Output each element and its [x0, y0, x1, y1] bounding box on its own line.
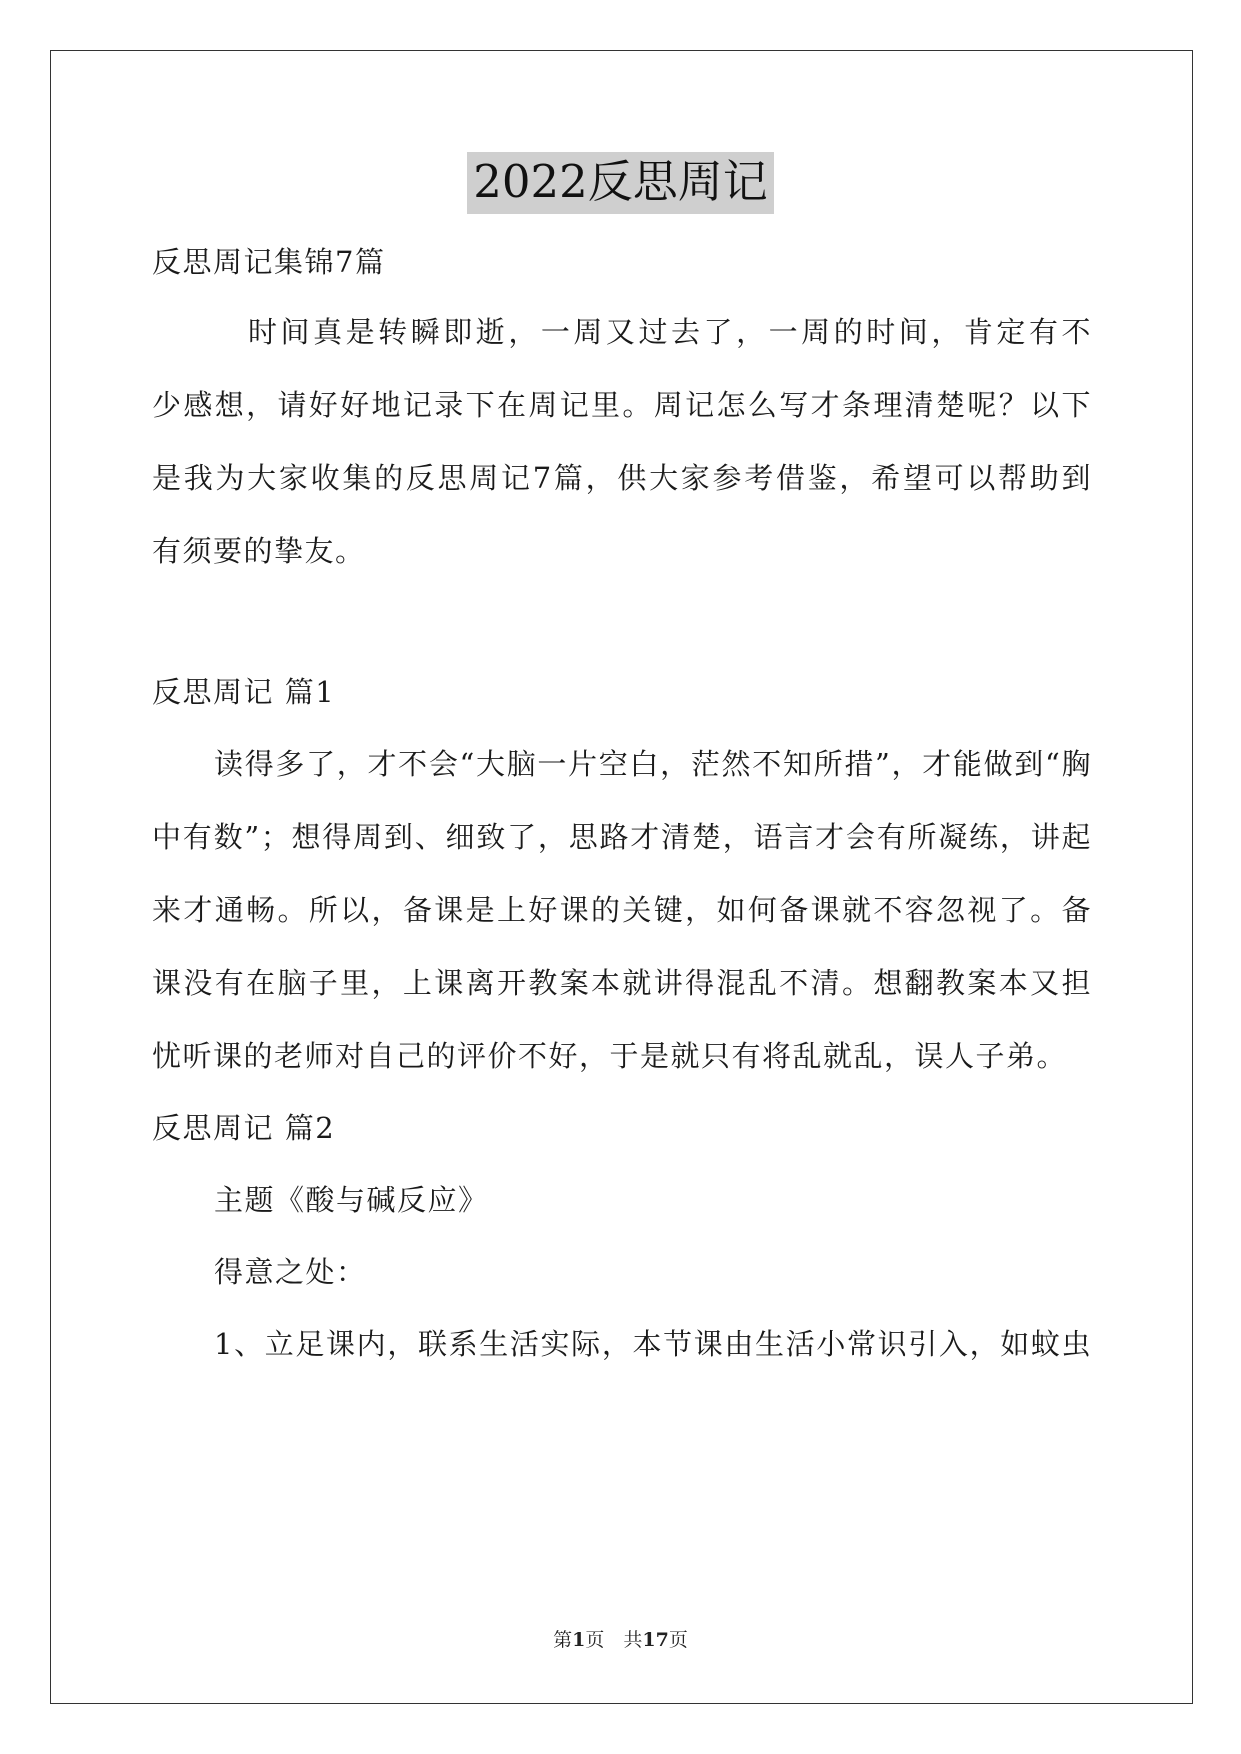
section1-line-5: 忧听课的老师对自己的评价不好，于是就只有将乱就乱，误人子弟。 — [152, 1039, 1068, 1073]
section1-heading: 反思周记 篇1 — [152, 675, 336, 709]
intro-line-4: 有须要的挚友。 — [152, 534, 366, 568]
intro-line-1: 时间真是转瞬即逝，一周又过去了，一周的时间，肯定有不 — [248, 315, 1092, 349]
intro-line-2: 少感想，请好好地记录下在周记里。周记怎么写才条理清楚呢？以下 — [152, 388, 1092, 422]
section1-line-3: 来才通畅。所以，备课是上好课的关键，如何备课就不容忽视了。备 — [152, 893, 1092, 927]
footer-page-number: 1 — [572, 1629, 586, 1651]
section2-label: 得意之处： — [214, 1255, 367, 1289]
section2-topic: 主题《酸与碱反应》 — [214, 1183, 489, 1217]
footer-page-prefix: 第 — [553, 1629, 573, 1651]
section1-line-4: 课没有在脑子里，上课离开教案本就讲得混乱不清。想翻教案本又担 — [152, 966, 1092, 1000]
page-border — [50, 50, 1193, 1704]
section2-heading: 反思周记 篇2 — [152, 1111, 336, 1145]
intro-line-3: 是我为大家收集的反思周记7篇，供大家参考借鉴，希望可以帮助到 — [152, 461, 1092, 495]
footer-page-suffix: 页 — [668, 1629, 688, 1651]
document-title: 2022反思周记 — [467, 152, 774, 214]
subtitle: 反思周记集锦7篇 — [152, 245, 386, 279]
section2-item-1: 1、立足课内，联系生活实际，本节课由生活小常识引入，如蚊虫 — [214, 1327, 1092, 1361]
section1-line-2: 中有数”；想得周到、细致了，思路才清楚，语言才会有所凝练，讲起 — [152, 820, 1092, 854]
footer-total-pages: 17 — [642, 1629, 669, 1651]
title-container — [0, 152, 1241, 214]
page-footer — [0, 1628, 1241, 1652]
footer-page-mid: 页 共 — [585, 1629, 643, 1651]
section1-line-1: 读得多了，才不会“大脑一片空白，茫然不知所措”，才能做到“胸 — [214, 747, 1092, 781]
